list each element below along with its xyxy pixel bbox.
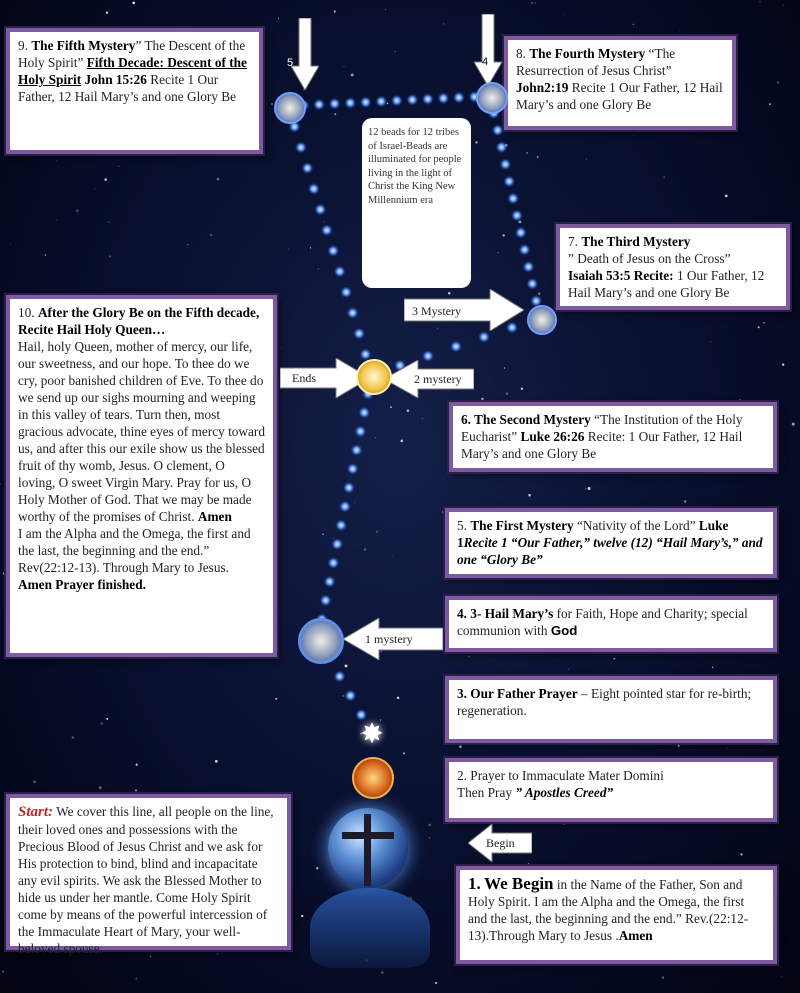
rosary-bead: [511, 210, 523, 222]
star: [781, 976, 782, 977]
eight-pointed-star-icon: ✸: [360, 717, 384, 750]
fifth-mystery-box: [6, 28, 263, 154]
star: [613, 658, 615, 660]
star: [502, 234, 504, 236]
star: [468, 655, 470, 657]
down-arrow-5: [291, 18, 319, 90]
star: [585, 488, 586, 489]
star: [72, 736, 74, 738]
star: [281, 347, 282, 348]
fourth-mystery-title: The Fourth Mystery: [529, 46, 646, 61]
star: [310, 247, 311, 248]
star: [397, 697, 399, 699]
star: [407, 409, 409, 411]
star: [381, 971, 384, 974]
second-mystery-instructions: Recite: 1 Our Father, 12 Hail Mary’s and one Glory Be: [461, 429, 743, 461]
cross-beam: [342, 832, 394, 839]
star: [537, 156, 539, 158]
rosary-bead: [334, 266, 346, 278]
cross-icon: [364, 814, 371, 886]
earth-crucifix: [328, 808, 408, 888]
rosary-bead: [523, 261, 535, 273]
start-box: [6, 794, 291, 956]
begin-number: 1.: [468, 874, 481, 893]
rosary-bead: [358, 407, 370, 419]
star: [497, 252, 499, 254]
star: [109, 255, 111, 257]
third-mystery-number: 7.: [568, 234, 578, 249]
star: [271, 103, 273, 105]
start-text: We cover this line, all people on the line, their loved ones and possessions with the Precious Blood of Jesus Christ and we ask for His protection to bind, blind and incapacitate any evil spirits. We ask the Blessed Mother to hide us under her mantle. Come Holy Spirit come by means of the powerful intercession of the Immaculate Heart of Mary, your well-beloved spouse.: [18, 804, 274, 956]
rosary-bead: [347, 307, 359, 319]
fifth-mystery-title: The Fifth Mystery: [31, 38, 136, 53]
star: [678, 745, 680, 747]
star: [459, 745, 462, 748]
hail-marys-title: 4. 3- Hail Mary’s: [457, 606, 554, 621]
star: [504, 367, 505, 368]
begin-amen: Amen: [618, 928, 653, 943]
ends-label: Ends: [292, 371, 316, 385]
our-father-text: – Eight pointed star for re-birth; regeneration.: [457, 686, 752, 718]
rosary-bead: [329, 98, 341, 110]
rosary-bead: [344, 690, 356, 702]
immaculate-box: [445, 758, 777, 822]
begin-arrow-label: Begin: [486, 836, 515, 850]
rosary-bead: [339, 501, 351, 513]
rosary-bead: [314, 204, 326, 216]
arrow-4-label: 4: [482, 56, 489, 68]
medallion-first-mystery: [298, 618, 344, 664]
star: [538, 293, 540, 295]
rosary-bead: [507, 193, 519, 205]
star: [783, 5, 784, 6]
star: [782, 363, 784, 365]
arrow-2-mystery-label: 2 mystery: [414, 372, 462, 386]
god-word: God: [550, 623, 578, 638]
star: [197, 749, 198, 750]
star: [400, 440, 403, 443]
star: [333, 537, 334, 538]
star: [792, 423, 795, 426]
rosary-bead: [347, 463, 359, 475]
star: [33, 780, 36, 783]
star: [521, 388, 523, 390]
rosary-bead: [340, 286, 352, 298]
star: [323, 221, 324, 222]
star: [10, 243, 11, 244]
first-mystery-number: 5.: [457, 518, 467, 533]
water-reflection: [310, 888, 430, 968]
star: [632, 24, 634, 26]
fourth-mystery-instructions: Recite 1 Our Father, 12 Hail Mary’s and one Glory Be: [516, 80, 723, 112]
star: [132, 2, 135, 5]
second-mystery-ref: Luke 26:26: [520, 429, 585, 444]
start-label: Start:: [18, 804, 54, 820]
star: [779, 176, 780, 177]
star: [0, 483, 1, 485]
rosary-bead: [295, 141, 307, 153]
star: [395, 51, 396, 52]
star: [334, 11, 336, 13]
star: [187, 244, 188, 245]
third-mystery-box: [556, 224, 790, 310]
rosary-bead: [519, 244, 531, 256]
star: [563, 14, 564, 15]
rosary-bead: [335, 519, 347, 531]
star: [136, 978, 138, 980]
second-mystery-title: 6. The Second Mystery: [461, 412, 591, 427]
star: [435, 982, 437, 984]
star: [150, 956, 151, 957]
begin-title: We Begin: [484, 874, 554, 893]
star: [759, 1, 760, 2]
rosary-bead: [331, 538, 343, 550]
star: [345, 664, 348, 667]
our-father-title: 3. Our Father Prayer: [457, 686, 578, 701]
star: [217, 178, 220, 181]
star: [135, 789, 137, 791]
rosary-bead: [313, 99, 325, 111]
rosary-bead: [343, 482, 355, 494]
rosary-bead: [327, 245, 339, 257]
rosary-bead: [450, 341, 462, 353]
arrow-5-label: 5: [287, 57, 294, 69]
star: [2, 971, 4, 973]
three-hail-marys-box: [445, 596, 777, 652]
star: [118, 166, 119, 167]
third-mystery-ref: Isaiah 53:5 Recite:: [568, 268, 674, 283]
star: [322, 534, 323, 535]
star: [45, 254, 47, 256]
arrow-1-mystery-label: 1 mystery: [365, 632, 413, 646]
rosary-bead: [406, 94, 418, 106]
queen-title: After the Glory Be on the Fifth decade, Recite Hail Holy Queen…: [18, 305, 260, 337]
star: [351, 73, 354, 76]
star: [740, 853, 742, 855]
rosary-bead: [375, 95, 387, 107]
star: [526, 152, 528, 154]
rosary-bead: [334, 670, 346, 682]
medallion-third-mystery: [527, 305, 557, 335]
star: [727, 748, 728, 749]
star: [3, 572, 5, 574]
rosary-bead: [351, 444, 363, 456]
fourth-mystery-ref: John2:19: [516, 80, 569, 95]
queen-number: 10.: [18, 305, 35, 320]
star: [758, 326, 760, 328]
star: [316, 867, 318, 869]
first-mystery-box: [445, 508, 777, 578]
star: [334, 113, 336, 115]
star: [392, 557, 393, 558]
rosary-bead: [308, 183, 320, 195]
star: [429, 837, 430, 838]
fourth-mystery-number: 8.: [516, 46, 526, 61]
star: [104, 178, 106, 180]
star: [777, 81, 780, 84]
star: [354, 503, 355, 504]
fourth-mystery-box: [504, 36, 736, 130]
rosary-bead: [327, 557, 339, 569]
third-mystery-instructions: 1 Our Father, 12 Hail Mary’s and one Glory Be: [568, 268, 765, 300]
star: [588, 487, 591, 490]
first-mystery-name: “Nativity of the Lord”: [577, 518, 696, 533]
star: [342, 695, 344, 697]
star: [481, 398, 483, 400]
rosary-bead: [391, 95, 403, 107]
star: [760, 750, 761, 751]
star: [106, 12, 108, 14]
first-mystery-ref: Luke 1: [457, 518, 729, 550]
star: [428, 824, 431, 827]
star: [278, 18, 279, 19]
we-begin-box: [456, 866, 777, 964]
second-mystery-box: [449, 402, 777, 472]
rosary-bead: [515, 227, 527, 239]
rosary-bead: [422, 93, 434, 105]
star: [662, 976, 664, 978]
rosary-bead: [453, 92, 465, 104]
rosary-bead: [499, 158, 511, 170]
star: [769, 103, 771, 105]
star: [535, 2, 536, 3]
star: [475, 141, 477, 143]
rosary-bead: [360, 96, 372, 108]
star: [94, 188, 95, 189]
rosary-bead: [478, 331, 490, 343]
star: [76, 210, 78, 212]
fifth-mystery-instructions: Recite 1 Our Father, 12 Hail Mary’s and one Glory Be: [18, 72, 237, 104]
star: [531, 2, 533, 4]
third-mystery-name: ” Death of Jesus on the Cross”: [568, 251, 731, 266]
rosary-bead: [321, 224, 333, 236]
star: [632, 135, 633, 136]
rosary-bead: [503, 175, 515, 187]
star: [99, 786, 102, 789]
down-arrow-4: [474, 14, 502, 86]
star: [385, 9, 386, 10]
rosary-bead: [492, 124, 504, 136]
begin-text: in the Name of the Father, Son and Holy Spirit. I am the Alpha and the Omega, the first and the last, the beginning and the end.” Rev.(22:12-13).Through Mary to Jesus .: [468, 877, 749, 943]
hail-marys-text: for Faith, Hope and Charity; special communion with: [457, 606, 748, 638]
star: [106, 718, 108, 720]
star: [488, 381, 489, 382]
star: [422, 418, 423, 419]
star: [563, 822, 566, 825]
arrow-3-mystery-label: 3 Mystery: [412, 304, 461, 318]
star: [390, 406, 392, 408]
rosary-bead: [301, 162, 313, 174]
star: [56, 160, 57, 161]
star: [136, 764, 138, 766]
star: [763, 322, 765, 324]
star: [568, 669, 569, 670]
star: [100, 722, 103, 725]
fifth-decade-label: Fifth Decade: Descent of the Holy Spirit: [18, 55, 247, 87]
star: [528, 863, 529, 864]
third-mystery-title: The Third Mystery: [581, 234, 691, 249]
star: [301, 915, 303, 917]
medallion-fifth-mystery: [274, 92, 306, 124]
rosary-bead: [344, 97, 356, 109]
fifth-mystery-name: ” The Descent of the Holy Spirit”: [18, 38, 246, 70]
star: [528, 494, 531, 497]
center-medallion: [356, 359, 392, 395]
first-mystery-title: The First Mystery: [470, 518, 574, 533]
star: [317, 268, 319, 270]
star: [586, 159, 587, 160]
star: [108, 222, 110, 224]
star: [443, 23, 444, 24]
star: [506, 392, 509, 395]
twelve-beads-note: 12 beads for 12 tribes of Israel-Beads are illuminated for people living in the light of Christ the King New Millennium era: [362, 118, 471, 288]
rosary-bead: [320, 594, 332, 606]
hail-holy-queen-box: [6, 295, 277, 657]
star: [217, 953, 219, 955]
star: [215, 760, 218, 763]
fifth-mystery-ref: John 15:26: [84, 72, 147, 87]
rosary-bead: [526, 278, 538, 290]
star: [364, 548, 367, 551]
star: [712, 667, 713, 668]
star: [710, 342, 711, 343]
star: [288, 248, 289, 249]
star: [375, 437, 376, 438]
first-mystery-instructions: Recite 1 “Our Father,” twelve (12) “Hail Mary’s,” and one “Glory Be”: [457, 535, 763, 567]
prayer-finished: Amen Prayer finished.: [18, 577, 146, 592]
queen-amen: Amen: [197, 509, 232, 524]
immaculate-text: 2. Prayer to Immaculate Mater Domini: [457, 768, 664, 783]
star: [664, 176, 665, 177]
star: [725, 194, 728, 197]
star: [684, 500, 686, 502]
fourth-mystery-name: “The Resurrection of Jesus Christ”: [516, 46, 676, 78]
star: [344, 66, 345, 67]
star: [275, 698, 277, 700]
queen-alpha-omega: I am the Alpha and the Omega, the first and the last, the beginning and the end.” Rev(22:12-13). Through Mary to Jesus.: [18, 526, 251, 575]
rosary-bead: [353, 328, 365, 340]
medallion-fourth-mystery: [476, 82, 508, 114]
apostles-creed: ” Apostles Creed”: [515, 785, 614, 800]
rosary-bead: [354, 425, 366, 437]
second-mystery-name: “The Institution of the Holy Eucharist”: [461, 412, 743, 444]
star: [264, 27, 265, 28]
star: [376, 531, 378, 533]
queen-prayer-text: Hail, holy Queen, mother of mercy, our life, our sweetness, and our hope. To thee do we cry, poor banished children of Eve. To thee do we send up our sighs mourning and weeping in this valley of tears. Turn then, most gracious advocate, thine eyes of mercy toward us, and after this our exile show us the blessed fruit of thy womb, Jesus. O clement, O loving, O sweet Virgin Mary. Pray for us, O Holy Mother of God. That we may be made worthy of the promises of Christ.: [18, 339, 265, 524]
star: [210, 234, 212, 236]
rosary-bead: [324, 576, 336, 588]
star: [57, 220, 58, 221]
sacred-heart-medallion: [352, 757, 394, 799]
immaculate-then: Then Pray: [457, 785, 513, 800]
star: [403, 752, 405, 754]
rosary-bead: [437, 92, 449, 104]
fifth-mystery-number: 9.: [18, 38, 28, 53]
rosary-bead: [496, 141, 508, 153]
our-father-box: [445, 676, 777, 743]
